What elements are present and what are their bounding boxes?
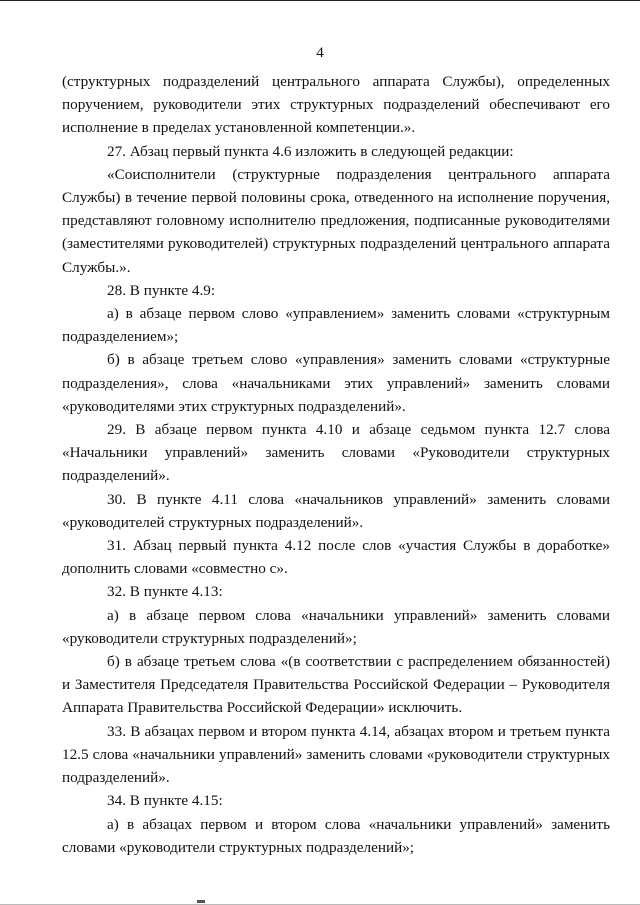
paragraph: 29. В абзаце первом пункта 4.10 и абзаце седьмом пункта 12.7 слова «Начальники управлений» заменить словами «Руководители структурных подразделений». bbox=[62, 421, 610, 485]
scan-mark bbox=[197, 900, 205, 903]
paragraph: а) в абзаце первом слова «начальники управлений» заменить словами «руководители структурных подразделений»; bbox=[62, 606, 610, 647]
paragraph: 28. В пункте 4.9: bbox=[107, 281, 216, 299]
page-number: 4 bbox=[316, 45, 324, 61]
paragraph: а) в абзаце первом слово «управлением» заменить словами «структурным подразделением»; bbox=[62, 305, 610, 346]
paragraph: «Соисполнители (структурные подразделения центрального аппарата Службы) в течение первой половины срока, отведенного на исполнение поручения, представляют головному исполнителю предложения, подписанные руководителями (заместителями руководителей) структурных подразделений центрального аппарата Службы.». bbox=[62, 165, 610, 276]
paragraph: (структурных подразделений центрального аппарата Службы), определенных поручением, руководители этих структурных подразделений обеспечивают его исполнение в пределах установленной компетенции.». bbox=[62, 73, 610, 137]
paragraph: 34. В пункте 4.15: bbox=[107, 792, 223, 810]
paragraph: б) в абзаце третьем слова «(в соответствии с распределением обязанностей) и Заместителя Председателя Правительства Российской Федерации – Руководителя Аппарата Правительства Российской Федерации» исключить. bbox=[62, 653, 610, 717]
document-body bbox=[62, 70, 610, 859]
paragraph: б) в абзаце третьем слово «управления» заменить словами «структурные подразделения», слова «начальниками этих управлений» заменить словами «руководителями этих структурных подразделений». bbox=[62, 351, 610, 415]
paragraph: 32. В пункте 4.13: bbox=[107, 583, 223, 601]
paragraph: 31. Абзац первый пункта 4.12 после слов «участия Службы в доработке» дополнить словами «совместно с». bbox=[62, 537, 610, 578]
paragraph: а) в абзацах первом и втором слова «начальники управлений» заменить словами «руководители структурных подразделений»; bbox=[62, 815, 610, 856]
paragraph: 27. Абзац первый пункта 4.6 изложить в следующей редакции: bbox=[107, 142, 514, 160]
paragraph: 30. В пункте 4.11 слова «начальников управлений» заменить словами «руководителей структурных подразделений». bbox=[62, 490, 610, 531]
paragraph: 33. В абзацах первом и втором пункта 4.14, абзацах втором и третьем пункта 12.5 слова «начальники управлений» заменить словами «руководители структурных подразделений». bbox=[62, 722, 610, 787]
